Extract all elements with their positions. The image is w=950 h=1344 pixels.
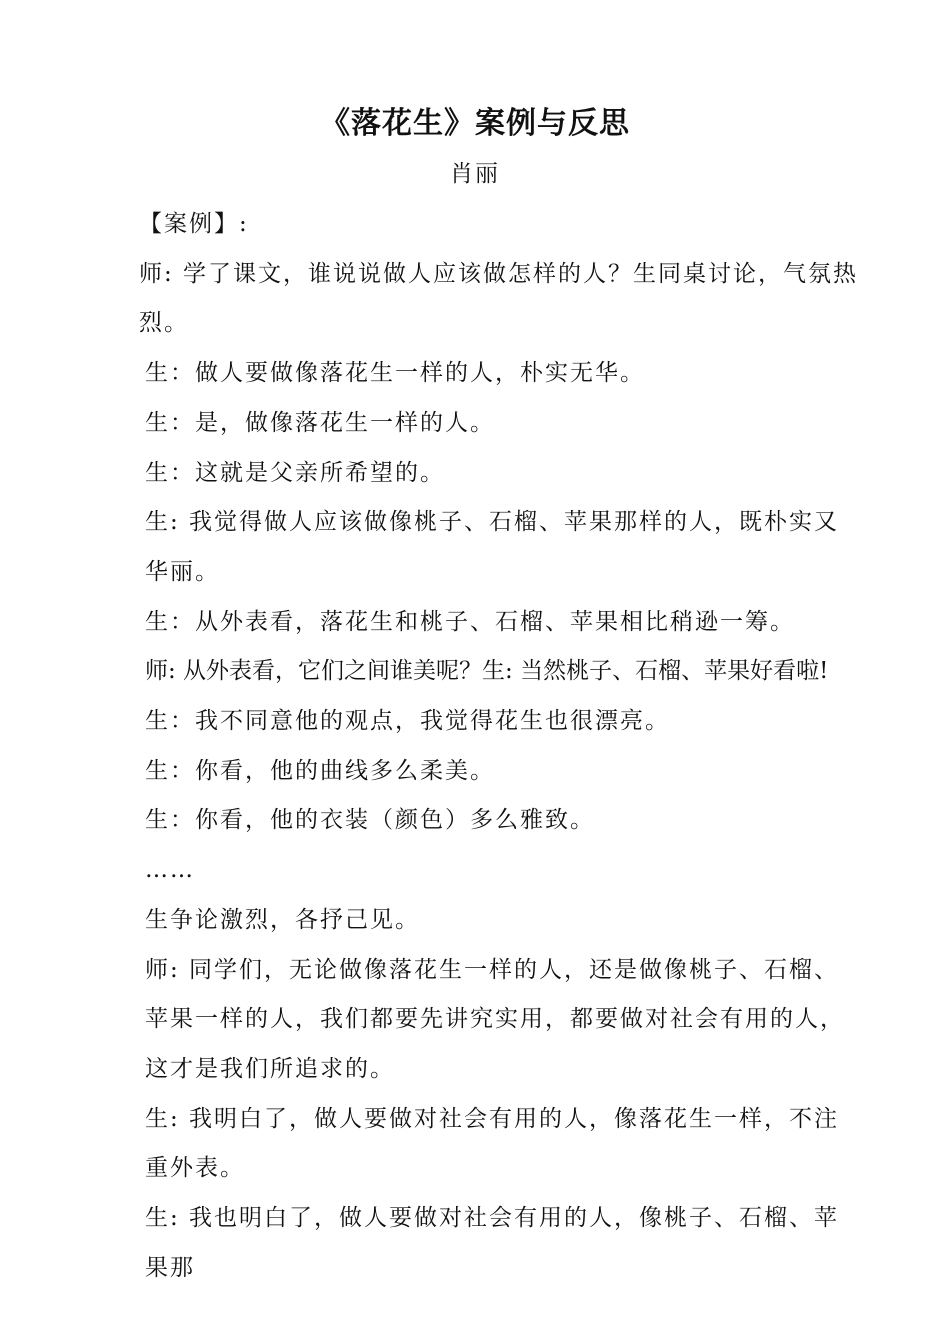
ellipsis-line: …… bbox=[145, 857, 195, 884]
document-body bbox=[139, 200, 864, 1293]
paragraph: 生：这就是父亲所希望的。 bbox=[145, 459, 445, 486]
paragraph: 师: 同学们，无论做像落花生一样的人，还是做像桃子、石榴、苹果一样的人，我们都要先讲究实用，都要做对社会有用的人，这才是我们所追求的。 bbox=[145, 956, 845, 1082]
paragraph: 师: 学了课文，谁说说做人应该做怎样的人？生同桌讨论，气氛热烈。 bbox=[139, 260, 859, 337]
author-name: 肖丽 bbox=[450, 161, 500, 187]
paragraph: 生：你看，他的衣装（颜色）多么雅致。 bbox=[145, 807, 595, 834]
paragraph: 生：从外表看，落花生和桃子、石榴、苹果相比稍逊一筹。 bbox=[145, 608, 795, 635]
paragraph: 生: 我明白了，做人要做对社会有用的人，像落花生一样，不注重外表。 bbox=[145, 1105, 840, 1182]
paragraph: 生: 我也明白了，做人要做对社会有用的人，像桃子、石榴、苹果那 bbox=[145, 1205, 840, 1281]
paragraph: 生：你看，他的曲线多么柔美。 bbox=[145, 757, 495, 784]
paragraph: 师: 从外表看，它们之间谁美呢？生: 当然桃子、石榴、苹果好看啦! bbox=[145, 658, 829, 685]
paragraph: 生：是，做像落花生一样的人。 bbox=[145, 409, 495, 436]
paragraph: 生争论激烈，各抒己见。 bbox=[145, 906, 420, 933]
case-heading: 【案例】: bbox=[139, 211, 249, 237]
paragraph: 生：我不同意他的观点，我觉得花生也很漂亮。 bbox=[145, 708, 670, 735]
document-title: 《落花生》案例与反思 bbox=[320, 106, 630, 141]
paragraph: 生：做人要做像落花生一样的人，朴实无华。 bbox=[145, 360, 645, 387]
paragraph: 生: 我觉得做人应该做像桃子、石榴、苹果那样的人，既朴实又华丽。 bbox=[145, 509, 840, 585]
